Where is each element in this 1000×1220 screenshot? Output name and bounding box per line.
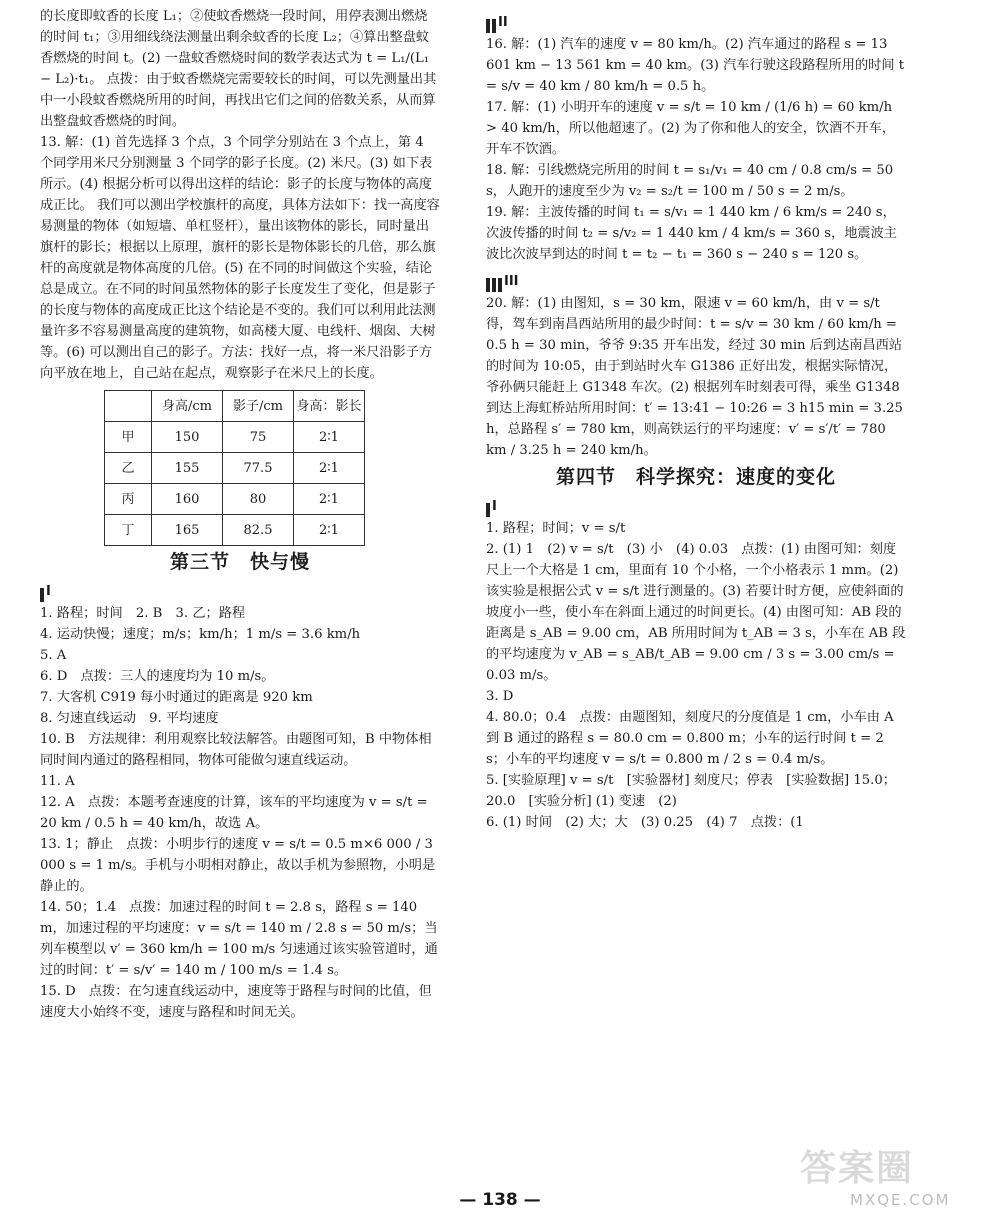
table-cell: 150 xyxy=(152,422,223,453)
list-item: 3. D xyxy=(486,689,514,704)
table-cell: 2∶1 xyxy=(294,515,365,546)
table-row xyxy=(105,422,365,453)
list-item: 19. 解：主波传播的时间 t₁ = s/v₁ = 1 440 km / 6 km/s = 240 s，次波传播的时间 t₂ = s/v₂ = 1 440 km / 4 km/s = 360 s，地震波主波比次波早到达的时间 t = t₂ − t₁ = 360 s − 240 s = 120 s。 xyxy=(486,205,897,262)
list-item: 17. 解：(1) 小明开车的速度 v = s/t = 10 km / (1/6 h) = 60 km/h > 40 km/h，所以他超速了。(2) 为了你和他人的安全，饮酒不开车，开车不饮酒。 xyxy=(486,100,896,157)
list-item: 11. A xyxy=(40,774,75,789)
list-item: 10. B 方法规律：利用观察比较法解答。由题图可知，B 中物体相同时间内通过的路程相同，物体可能做匀速直线运动。 xyxy=(40,732,432,768)
list-item: 8. 匀速直线运动 9. 平均速度 xyxy=(40,711,219,726)
watermark-en: MXQE.COM xyxy=(850,1191,951,1209)
table-cell: 2∶1 xyxy=(294,484,365,515)
table-cell: 乙 xyxy=(105,453,152,484)
list-item: 6. (1) 时间 (2) 大；大 (3) 0.25 (4) 7 点拨：(1 xyxy=(486,815,804,830)
q13-answer: 13. 解：(1) 首先选择 3 个点，3 个同学分别站在 3 个点上，第 4 个同学用米尺分别测量 3 个同学的影子长度。(2) 米尺。(3) 如下表所示。(4) 根据分析可以得出这样的结论：影子的长度与物体的高度成正比。 我们可以测出学校旗杆的高度，具体方法如下：找一高度容易测量的物体（如短墙、单杠竖杆），量出该物体的影长，同时量出旗杆的影长；根据以上原理，旗杆的影长是物体影长的几倍，那么旗杆的高度就是物体高度的几倍。(5) 在不同的时间做这个实验，结论总是成立。在不同的时间虽然物体的影子长度发生了变化，但是影子的长度与物体的高度成正比这个结论是不变的。我们可以利用此法测量许多不容易测量高度的建筑物，如高楼大厦、电线杆、烟囱、大树等。(6) 可以测出自己的影子。方法：找好一点，将一米尺沿影子方向平放在地上，自己站在起点，观察影子在米尺上的长度。 xyxy=(40,135,440,381)
list-item: 6. D 点拨：三人的速度均为 10 m/s。 xyxy=(40,669,275,684)
table-cell: 165 xyxy=(152,515,223,546)
watermark-logo xyxy=(800,1140,990,1210)
list-item: 7. 大客机 C919 每小时通过的距离是 920 km xyxy=(40,690,313,705)
table-cell: 80 xyxy=(223,484,294,515)
list-item: 13. 1；静止 点拨：小明步行的速度 v = s/t = 0.5 m×6 000 / 3 000 s = 1 m/s。手机与小明相对静止，故以手机为参照物，小明是静止的。 xyxy=(40,837,436,894)
table-cell: 160 xyxy=(152,484,223,515)
list-item: 14. 50；1.4 点拨：加速过程的时间 t = 2.8 s，路程 s = 140 m，加速过程的平均速度：v = s/t = 140 m / 2.8 s = 50 m/s；当列车模型以 v′ = 360 km/h = 100 m/s 匀速通过该实验管道时，通过的时间：t′ = s/v′ = 140 m / 100 m/s = 1.4 s。 xyxy=(40,900,438,978)
list-item: 4. 80.0；0.4 点拨：由题图知，刻度尺的分度值是 1 cm，小车由 A 到 B 通过的路程 s = 80.0 cm = 0.800 m；小车的运行时间 t = 2 s；小车的平均速度 v = s/t = 0.800 m / 2 s = 0.4 m/s。 xyxy=(486,710,894,767)
level-label: III xyxy=(504,274,519,289)
level-bar xyxy=(486,278,490,292)
section-4-title: 第四节 科学探究：速度的变化 xyxy=(555,466,836,488)
list-item: 20. 解：(1) 由图知，s = 30 km，限速 v = 60 km/h，由 v = s/t 得，驾车到南昌西站所用的最少时间：t = s/v = 30 km / 60 km/h = 0.5 h = 30 min，爷爷 9:35 开车出发，经过 30 min 后到达南昌西站的时间为 10:05，由于到站时火车 G1386 正好出发，根据实际情况，爷孙俩只能赶上 G1348 车次。(2) 根据列车时刻表可得，乘坐 G1348 到达上海虹桥站所用时间：t′ = 13:41 − 10:26 = 3 h15 min = 3.25 h，总路程 s′ = 780 km，则高铁运行的平均速度：v′ = s′/t′ = 780 km / 3.25 h = 240 km/h。 xyxy=(486,296,903,458)
table-cell: 82.5 xyxy=(223,515,294,546)
table-header xyxy=(105,391,152,422)
level-bar xyxy=(492,19,496,33)
table-cell: 75 xyxy=(223,422,294,453)
shadow-table xyxy=(104,390,365,546)
table-row xyxy=(105,453,365,484)
table-cell: 甲 xyxy=(105,422,152,453)
level-2-icon xyxy=(486,12,906,30)
list-item: 1. 路程；时间 2. B 3. 乙；路程 xyxy=(40,606,246,621)
table-cell: 155 xyxy=(152,453,223,484)
list-item: 12. A 点拨：本题考查速度的计算，该车的平均速度为 v = s/t = 20 km / 0.5 h = 40 km/h，故选 A。 xyxy=(40,795,428,831)
level-bar xyxy=(40,588,44,602)
table-header: 影子/cm xyxy=(223,391,294,422)
left-column xyxy=(40,0,440,1023)
level-bar xyxy=(492,278,496,292)
table-row xyxy=(105,484,365,515)
page-number: — 138 — xyxy=(459,1190,541,1210)
level-bar xyxy=(486,19,490,33)
level-1-icon xyxy=(486,496,906,514)
list-item: 4. 运动快慢；速度；m/s；km/h；1 m/s = 3.6 km/h xyxy=(40,627,361,642)
table-header-row xyxy=(105,391,365,422)
list-item: 5. A xyxy=(40,648,67,663)
level-3-icon xyxy=(486,271,906,289)
table-cell: 77.5 xyxy=(223,453,294,484)
level-bar xyxy=(498,278,502,292)
q12-continuation: 的长度即蚊香的长度 L₁；②使蚊香燃烧一段时间，用停表测出燃烧的时间 t₁；③用细线绕法测量出剩余蚊香的长度 L₂；④算出整盘蚊香燃烧的时间 t。(2) 一盘蚊香燃烧时间的数学表达式为 t = L₁/(L₁ − L₂)·t₁。 点拨：由于蚊香燃烧完需要较长的时间，可以先测量出其中一小段蚊香燃烧所用的时间，再找出它们之间的倍数关系，从而算出整盘蚊香燃烧的时间。 xyxy=(40,9,437,129)
table-header: 身高：影长 xyxy=(294,391,365,422)
level-label: I xyxy=(492,499,497,514)
table-cell: 2∶1 xyxy=(294,422,365,453)
watermark-cn: 答案圈 xyxy=(800,1148,915,1189)
level-1-icon xyxy=(40,581,440,599)
list-item: 15. D 点拨：在匀速直线运动中，速度等于路程与时间的比值，但速度大小始终不变，速度与路程和时间无关。 xyxy=(40,984,432,1020)
level-bar xyxy=(486,503,490,517)
list-item: 2. (1) 1 (2) v = s/t (3) 小 (4) 0.03 点拨：(1) 由图可知：刻度尺上一个大格是 1 cm，里面有 10 个小格，一个小格表示 1 mm。(2) 该实验是根据公式 v = s/t 进行测量的。(3) 若要计时方便，应使斜面的坡度小一些，使小车在斜面上通过的时间更长。(4) 由图可知：AB 段的距离是 s_AB = 9.00 cm，AB 所用时间为 t_AB = 3 s，小车在 AB 段的平均速度为 v_AB = s_AB/t_AB = 9.00 cm / 3 s = 3.00 cm/s = 0.03 m/s。 xyxy=(486,542,906,683)
table-cell: 丁 xyxy=(105,515,152,546)
level-label: II xyxy=(498,15,508,30)
table-cell: 丙 xyxy=(105,484,152,515)
list-item: 16. 解：(1) 汽车的速度 v = 80 km/h。(2) 汽车通过的路程 s = 13 601 km − 13 561 km = 40 km。(3) 汽车行驶这段路程所用的时间 t = s/v = 40 km / 80 km/h = 0.5 h。 xyxy=(486,37,905,94)
table-cell: 2∶1 xyxy=(294,453,365,484)
table-row xyxy=(105,515,365,546)
list-item: 1. 路程；时间；v = s/t xyxy=(486,521,626,536)
table-header: 身高/cm xyxy=(152,391,223,422)
list-item: 5. [实验原理] v = s/t [实验器材] 刻度尺；停表 [实验数据] 15.0；20.0 [实验分析] (1) 变速 (2) xyxy=(486,773,896,809)
list-item: 18. 解：引线燃烧完所用的时间 t = s₁/v₁ = 40 cm / 0.8 cm/s = 50 s，人跑开的速度至少为 v₂ = s₂/t = 100 m / 50 s = 2 m/s。 xyxy=(486,163,894,199)
section-3-title: 第三节 快与慢 xyxy=(169,551,310,573)
right-column xyxy=(486,0,906,833)
level-label: I xyxy=(46,584,51,599)
